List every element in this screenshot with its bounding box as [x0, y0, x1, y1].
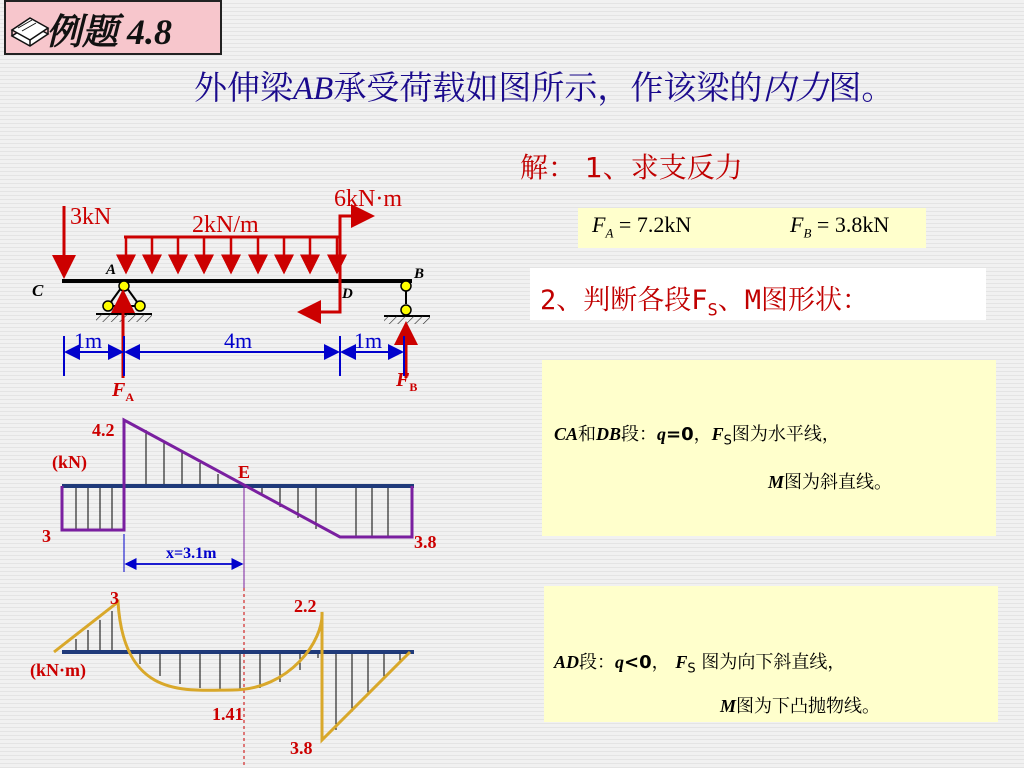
label-c: C	[32, 281, 44, 300]
dim-label-3: 1m	[354, 328, 383, 353]
note-ca-db	[542, 360, 996, 536]
note-ad-line2: M图为下凸抛物线。	[720, 696, 881, 717]
step2-text-a: 2、判断各段F	[540, 285, 708, 316]
label-b: B	[414, 266, 425, 282]
beam-loading	[32, 186, 430, 404]
moment-val-a: 3	[110, 588, 119, 608]
dist-load-arrows	[126, 237, 337, 272]
shear-diagram	[42, 420, 437, 588]
support-b	[384, 281, 430, 324]
note-ca-db-line2: M图为斜直线。	[768, 472, 893, 493]
fb-label: $F_B$	[396, 369, 418, 394]
slide-title: 例题 4.8	[46, 12, 173, 52]
note-ad-line1: AD段：q<0， $F_S$ 图为向下斜直线，	[554, 652, 846, 677]
step2-sub: S	[707, 300, 718, 321]
shear-outline	[62, 420, 412, 537]
solution-step2	[530, 268, 986, 320]
note-ad	[544, 586, 998, 722]
fa-label: $F_A$	[112, 379, 135, 404]
problem-mid: 承受荷载如图所示，作该梁的	[333, 68, 763, 107]
problem-force: 内力	[762, 71, 829, 107]
problem-prefix: 外伸梁	[194, 68, 293, 107]
point-load-label: 3kN	[70, 204, 112, 230]
dim-label-2: 4m	[224, 328, 253, 353]
label-a: A	[106, 262, 117, 278]
shear-unit: (kN)	[52, 452, 87, 472]
label-d: D	[342, 286, 353, 302]
reaction-results	[578, 208, 926, 248]
x-label: x=3.1m	[166, 545, 217, 562]
step2-text-b: 、M图形状：	[717, 285, 870, 316]
moment-load-label: 6kN·m	[334, 186, 402, 212]
shear-val-right: 3.8	[414, 532, 437, 552]
shear-val-left: 3	[42, 526, 51, 546]
point-e: E	[238, 462, 251, 482]
moment-diagram	[30, 588, 414, 768]
shear-val-top: 4.2	[92, 420, 115, 440]
moment-val-d-right: 3.8	[290, 738, 313, 758]
problem-beam: AB	[293, 71, 334, 107]
reaction-fb: $F_B = 3.8kN$	[790, 212, 890, 241]
problem-suffix: 图。	[828, 68, 895, 107]
moment-val-d-left: 2.2	[294, 596, 317, 616]
dim-label-1: 1m	[74, 328, 103, 353]
note-ca-db-line1: CA和DB段：q=0，$F_S$图为水平线，	[554, 424, 840, 449]
moment-val-min: 1.41	[212, 704, 244, 724]
solution-step1: 解： 1、求支反力	[520, 151, 743, 184]
reaction-fa: $F_A = 7.2kN$	[592, 212, 692, 241]
dist-load-label: 2kN/m	[192, 212, 259, 238]
moment-unit: (kN·m)	[30, 660, 86, 680]
